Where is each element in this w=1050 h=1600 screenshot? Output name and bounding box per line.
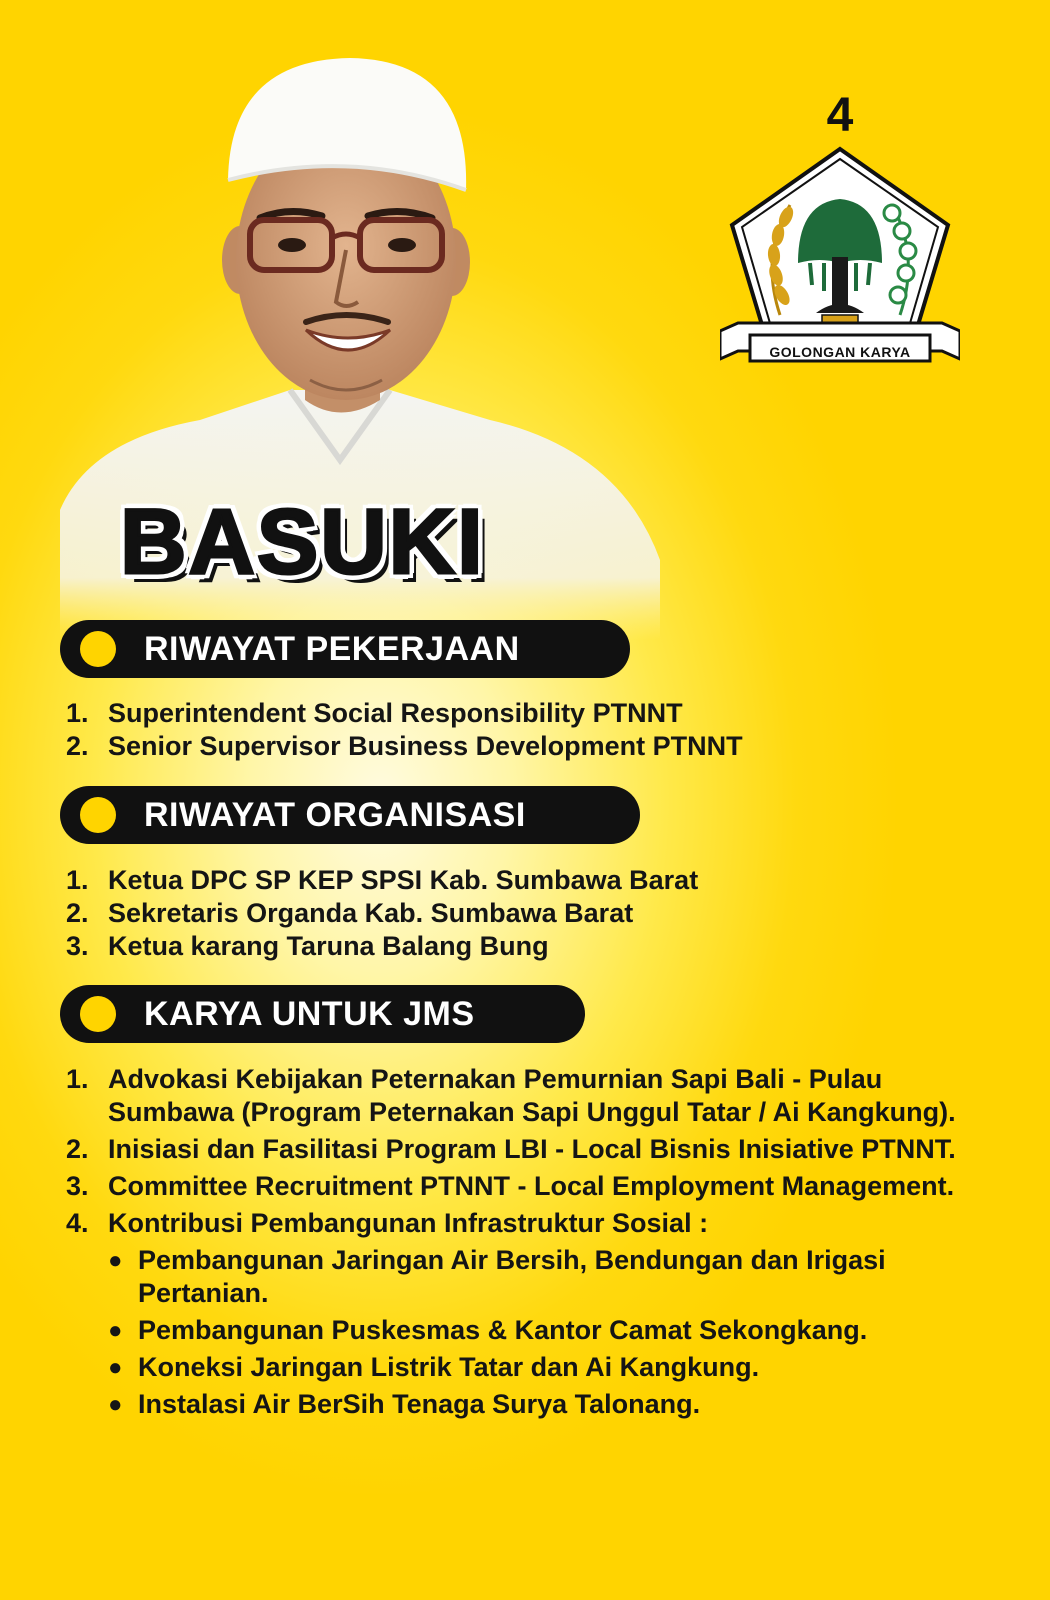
list-item: 4. Kontribusi Pembangunan Infrastruktur Sosial : ● Pembangunan Jaringan Air Bersih, Bendungan dan Irigasi Pertanian. ● Pembangunan Puskesmas & Kantor Camat Sekongkang. ● Koneksi Jaringan Listrik Tatar dan Ai Kangkung. ● Instalasi Air BerSih Tenaga Surya Talonang. [66,1207,986,1425]
bullet-icon: ● [108,1391,123,1418]
section-header-work-history [60,620,630,678]
bullet-dot-icon [80,797,116,833]
bullet-icon: ● [108,1317,123,1344]
bullet-dot-icon [80,631,116,667]
list-item: 2. Inisiasi dan Fasilitasi Program LBI - Local Bisnis Inisiative PTNNT. [66,1134,956,1164]
bullet-dot-icon [80,996,116,1032]
sub-bullet-item: ● Pembangunan Jaringan Air Bersih, Bendungan dan Irigasi Pertanian. [108,1245,886,1308]
golkar-party-logo [720,145,960,375]
ballot-number: 4 [826,89,854,142]
section-header-works-for-jms [60,985,585,1043]
list-item: 1. Superintendent Social Responsibility PTNNT [66,698,683,728]
list-item: 2. Sekretaris Organda Kab. Sumbawa Barat [66,898,634,928]
sub-bullet-list [108,1244,986,1421]
list-item: 3. Committee Recruitment PTNNT - Local Employment Management. [66,1171,955,1201]
list-item: 2. Senior Supervisor Business Development PTNNT [66,731,743,761]
sub-bullet-item: ● Koneksi Jaringan Listrik Tatar dan Ai Kangkung. [108,1352,760,1382]
list-item: 1. Advokasi Kebijakan Peternakan Pemurnian Sapi Bali - Pulau Sumbawa (Program Peternakan Sapi Unggul Tatar / Ai Kangkung). [66,1064,956,1127]
section-title: RIWAYAT ORGANISASI [144,795,526,834]
sub-bullet-item: ● Pembangunan Puskesmas & Kantor Camat Sekongkang. [108,1315,868,1345]
sub-bullet-item: ● Instalasi Air BerSih Tenaga Surya Talonang. [108,1389,701,1419]
bullet-icon: ● [108,1354,123,1381]
work-history-list [66,697,966,763]
candidate-name: BASUKI [120,491,485,593]
section-title: RIWAYAT PEKERJAAN [144,629,520,668]
logo-ribbon-text: GOLONGAN KARYA [769,344,911,360]
organization-history-list [66,864,966,963]
bullet-icon: ● [108,1247,123,1274]
section-title: KARYA UNTUK JMS [144,994,475,1033]
section-header-organization-history [60,786,640,844]
list-item: 3. Ketua karang Taruna Balang Bung [66,931,549,961]
works-for-jms-list [66,1063,986,1425]
list-item-text: Kontribusi Pembangunan Infrastruktur Sosial : [108,1208,709,1238]
list-item: 1. Ketua DPC SP KEP SPSI Kab. Sumbawa Barat [66,865,699,895]
